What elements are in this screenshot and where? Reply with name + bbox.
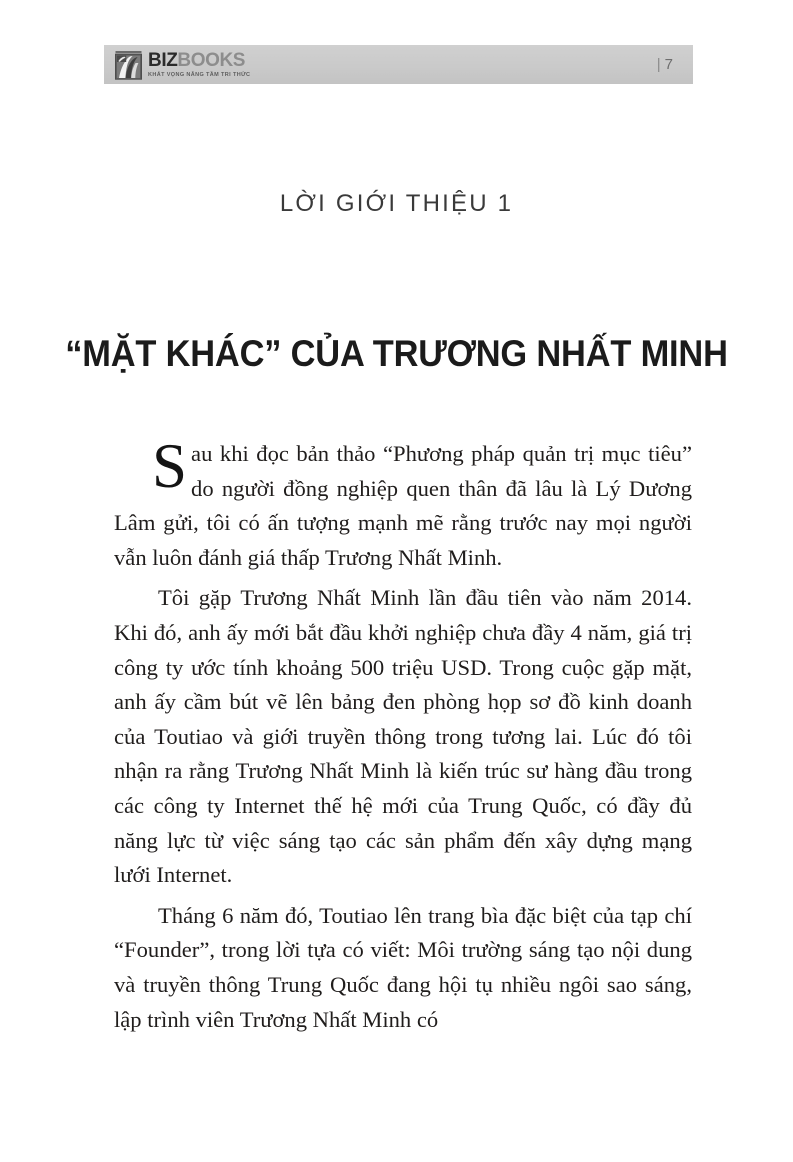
page-title: “MẶT KHÁC” CỦA TRƯƠNG NHẤT MINH — [65, 332, 728, 374]
wordmark-books: BOOKS — [177, 50, 246, 72]
wordmark-biz: BIZ — [148, 50, 178, 72]
paragraph-2: Tôi gặp Trương Nhất Minh lần đầu tiên vào năm 2014. Khi đó, anh ấy mới bắt đầu khởi nghiệp chưa đầy 4 năm, giá trị công ty ước tính khoảng 500 triệu USD. Trong cuộc gặp mặt, anh ấy cầm bút vẽ lên bảng đen phòng họp sơ đồ kinh doanh của Toutiao và giới truyền thông trong tương lai. Lúc đó tôi nhận ra rằng Trương Nhất Minh là kiến trúc sư hàng đầu trong các công ty Internet thế hệ mới của Trung Quốc, có đầy đủ năng lực từ việc sáng tạo các sản phẩm đến xây dựng mạng lưới Internet. — [114, 585, 692, 888]
wordmark — [148, 51, 248, 70]
page-number: 7 — [664, 56, 674, 73]
running-header — [104, 45, 693, 84]
paragraph-3: Tháng 6 năm đó, Toutiao lên trang bìa đặc biệt của tạp chí “Founder”, trong lời tựa có viết: Môi trường sáng tạo nội dung và truyền thông Trung Quốc đang hội tụ nhiều ngôi sao sáng, lập trình viên Trương Nhất Minh có — [114, 902, 692, 1032]
body-column — [114, 431, 692, 1037]
drop-cap: S — [152, 431, 188, 501]
brand-tagline: KHÁT VỌNG NÂNG TẦM TRI THỨC — [148, 71, 251, 78]
section-kicker: LỜI GIỚI THIỆU 1 — [279, 190, 514, 217]
folio-rule: | — [656, 56, 662, 73]
brand-lockup — [115, 50, 251, 80]
page-folio — [657, 56, 674, 73]
brand-text — [148, 50, 251, 78]
book-logo-icon — [115, 50, 142, 80]
paragraph-1 — [114, 431, 692, 575]
paragraph-1-text: au khi đọc bản thảo “Phương pháp quản trị mục tiêu” do người đồng nghiệp quen thân đã lâu là Lý Dương Lâm gửi, tôi có ấn tượng mạnh mẽ rằng trước nay mọi người vẫn luôn đánh giá thấp Trương Nhất Minh. — [114, 441, 692, 570]
